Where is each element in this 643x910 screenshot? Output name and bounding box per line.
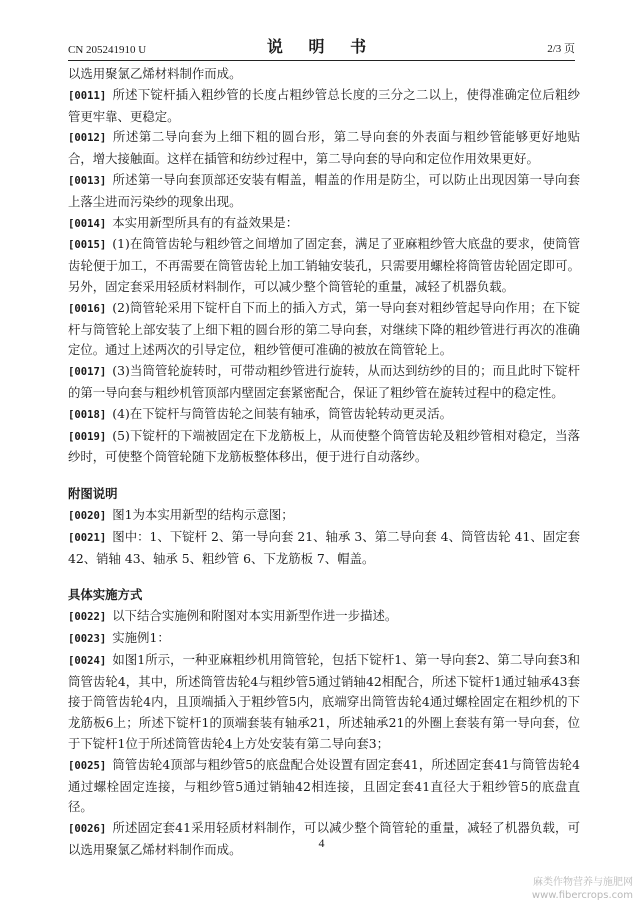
paragraph-text: 筒管齿轮4顶部与粗纱管5的底盘配合处设置有固定套41，所述固定套41与筒管齿轮4通过螺栓固定连接，与粗纱管5通过销轴42相连接，且固定套41直径大于粗纱管5的底盘直径。 (68, 756, 580, 815)
watermark-line-2: www.fibercrops.com (531, 890, 633, 901)
paragraph-text: (5)下锭杆的下端被固定在下龙筋板上，从而使整个筒管齿轮及粗纱管相对稳定，当落纱时，可使整个筒管轮随下龙筋板整体移出，便于进行自动落纱。 (68, 427, 580, 465)
paragraph-number: [0023] (68, 632, 107, 645)
paragraph-number: [0026] (68, 823, 107, 836)
paragraph-text: 本实用新型所具有的有益效果是： (112, 214, 299, 230)
paragraph-text: (3)当筒管轮旋转时，可带动粗纱管进行旋转，从而达到纺纱的目的；而且此时下锭杆的第一导向套与粗纱机管顶部内壁固定套紧密配合，保证了粗纱管在旋转过程中的稳定性。 (68, 363, 580, 400)
paragraph (68, 606, 580, 628)
page-number: 4 (318, 836, 325, 850)
paragraph (68, 404, 580, 426)
paragraph (68, 628, 580, 650)
paragraph-number: [0021] (68, 531, 107, 544)
document-title: 说 明 书 (266, 37, 377, 56)
paragraph-group-top (68, 64, 580, 468)
paragraph-text: 所述下锭杆插入粗纱管的长度占粗纱管总长度的三分之二以上，使得准确定位后粗纱管更牢靠、更稳定。 (68, 86, 580, 124)
page-header (68, 38, 575, 61)
paragraph (68, 755, 580, 818)
paragraph-text: 如图1所示，一种亚麻粗纱机用筒管轮，包括下锭杆1、第一导向套2、第二导向套3和筒管齿轮4，其中，所述筒管齿轮4与粗纱管5通过销轴42相配合，所述下锭杆1通过轴承43套接于筒管齿轮4内，且顶端插入于粗纱管5内，底端穿出筒管齿轮4通过螺栓固定在粗纱机的下龙筋板6上；所述下锭杆1的顶端套装有轴承21，所述轴承21的外圈上套装有第一导向套，位于下锭杆1位于所述筒管齿轮4上方处安装有第二导向套3； (68, 651, 580, 751)
paragraph (68, 298, 580, 361)
paragraph-number: [0011] (68, 89, 107, 102)
paragraph (68, 170, 580, 213)
paragraph-group-embodiment (68, 606, 580, 861)
paragraph-number: [0012] (68, 132, 107, 145)
paragraph-number: [0014] (68, 217, 107, 230)
paragraph-text: (1)在筒管齿轮与粗纱管之间增加了固定套，满足了亚麻粗纱管大底盘的要求，使筒管齿轮便于加工，不再需要在筒管齿轮上加工销轴安装孔，只需要用螺栓将筒管齿轮固定即可。另外，固定套采用轻质材料制作，可以减少整个筒管轮的重量，减轻了机器负载。 (68, 236, 580, 294)
paragraph-number: [0025] (68, 759, 107, 772)
paragraph-number: [0022] (68, 611, 107, 624)
paragraph (68, 64, 580, 85)
paragraph (68, 505, 580, 527)
paragraph-number: [0013] (68, 174, 107, 187)
section-heading-embodiment: 具体实施方式 (68, 587, 143, 603)
paragraph-number: [0018] (68, 408, 107, 421)
paragraph-text: 所述固定套41采用轻质材料制作，可以减少整个筒管轮的重量，减轻了机器负载，可以选用聚氯乙烯材料制作而成。 (68, 820, 580, 857)
paragraph-number: [0017] (68, 366, 107, 379)
paragraph (68, 426, 580, 469)
paragraph-number: [0020] (68, 509, 107, 522)
paragraph (68, 213, 580, 235)
paragraph-text: 以选用聚氯乙烯材料制作而成。 (68, 66, 242, 81)
paragraph-number: [0024] (68, 654, 107, 667)
paragraph (68, 234, 580, 297)
document-body (68, 64, 580, 861)
paragraph (68, 127, 580, 170)
paragraph-group-figures (68, 505, 580, 569)
paragraph-text: 所述第二导向套为上细下粗的圆台形，第二导向套的外表面与粗纱管能够更好地贴合，增大接触面。这样在插管和纺纱过程中，第二导向套的导向和定位作用效果更好。 (68, 129, 580, 167)
paragraph-number: [0019] (68, 430, 107, 443)
paragraph (68, 650, 580, 755)
paragraph-text: (4)在下锭杆与筒管齿轮之间装有轴承，筒管齿轮转动更灵活。 (112, 405, 452, 421)
section-heading-figures: 附图说明 (68, 486, 118, 502)
patent-number: CN 205241910 U (68, 44, 147, 56)
paragraph (68, 361, 580, 404)
paragraph-text: 以下结合实施例和附图对本实用新型作进一步描述。 (112, 608, 398, 624)
page-indicator: 2/3 页 (547, 43, 575, 55)
paragraph-number: [0016] (68, 302, 107, 315)
watermark (532, 876, 633, 902)
paragraph-number: [0015] (68, 239, 107, 252)
paragraph-text: (2)筒管轮采用下锭杆自下而上的插入方式，第一导向套对粗纱管起导向作用；在下锭杆与筒管轮上部安装了上细下粗的圆台形的第二导向套，对继续下降的粗纱管进行再次的准确定位。通过上述两次的引导定位，粗纱管便可准确的被放在筒管轮上。 (68, 299, 580, 358)
watermark-line-1: 麻类作物营养与施肥网 (533, 877, 633, 888)
paragraph-text: 图中：1、下锭杆 2、第一导向套 21、轴承 3、第二导向套 4、筒管齿轮 41、固定套 42、销轴 43、轴承 5、粗纱管 6、下龙筋板 7、帽盖。 (68, 528, 580, 566)
paragraph-text: 图1为本实用新型的结构示意图； (112, 506, 294, 522)
paragraph (68, 85, 580, 128)
paragraph-text: 所述第一导向套顶部还安装有帽盖，帽盖的作用是防尘，可以防止出现因第一导向套上落尘进而污染纱的现象出现。 (68, 171, 580, 209)
paragraph (68, 527, 580, 570)
paragraph-text: 实施例1： (112, 629, 170, 645)
